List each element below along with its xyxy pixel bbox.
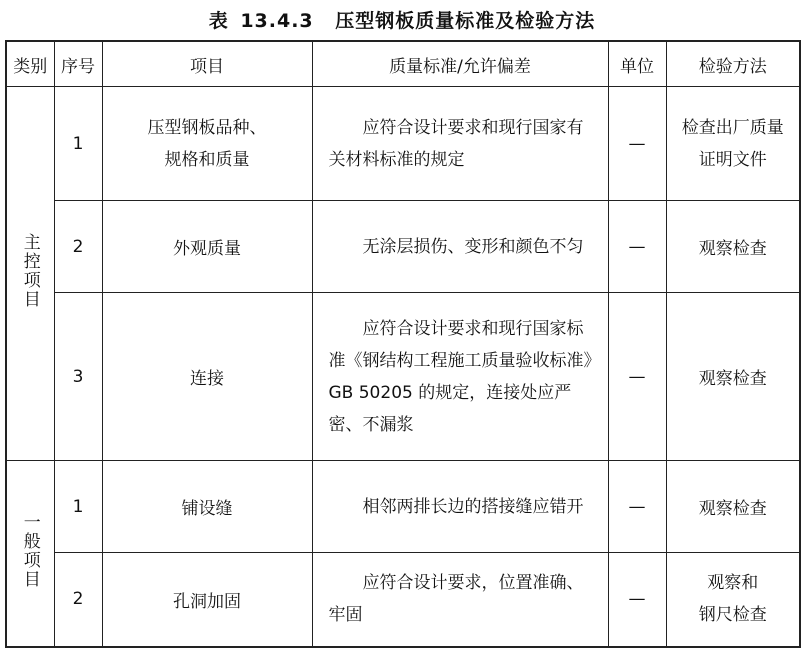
standard-text: 相邻两排长边的搭接缝应错开 bbox=[362, 496, 584, 517]
item-line: 规格和质量 bbox=[164, 149, 250, 170]
item-cell: 孔洞加固 bbox=[102, 553, 312, 647]
standard-cell bbox=[312, 293, 608, 461]
method-line: 证明文件 bbox=[698, 149, 767, 170]
header-unit: 单位 bbox=[608, 41, 666, 87]
item-cell: 铺设缝 bbox=[102, 461, 312, 553]
item-cell: 连接 bbox=[102, 293, 312, 461]
row-number: 2 bbox=[54, 553, 102, 647]
row-number: 2 bbox=[54, 201, 102, 293]
method-line: 检查出厂质量 bbox=[681, 117, 784, 138]
title-number: 13.4.3 bbox=[240, 10, 314, 32]
item-cell bbox=[102, 87, 312, 201]
method-line: 钢尺检查 bbox=[698, 605, 767, 626]
standard-text: 应符合设计要求，位置准确、牢固 bbox=[328, 573, 584, 626]
unit-cell: — bbox=[608, 461, 666, 553]
header-item: 项目 bbox=[102, 41, 312, 87]
standard-text: 应符合设计要求和现行国家有关材料标准的规定 bbox=[328, 117, 584, 170]
item-cell: 外观质量 bbox=[102, 201, 312, 293]
table-row bbox=[6, 553, 800, 647]
table-row bbox=[6, 201, 800, 293]
category-cell-main bbox=[6, 87, 54, 461]
method-cell: 观察检查 bbox=[666, 461, 800, 553]
category-label: 一般项目 bbox=[19, 512, 40, 589]
header-method: 检验方法 bbox=[666, 41, 800, 87]
category-label: 主控项目 bbox=[19, 233, 40, 309]
method-cell: 观察检查 bbox=[666, 201, 800, 293]
item-line: 压型钢板品种、 bbox=[147, 117, 267, 138]
header-row bbox=[6, 41, 800, 87]
method-cell bbox=[666, 553, 800, 647]
title-prefix: 表 bbox=[208, 10, 229, 32]
table-title bbox=[0, 6, 804, 36]
table-row bbox=[6, 461, 800, 553]
header-number: 序号 bbox=[54, 41, 102, 87]
standard-cell bbox=[312, 553, 608, 647]
method-line: 观察和 bbox=[707, 573, 759, 594]
table-row bbox=[6, 293, 800, 461]
header-standard: 质量标准/允许偏差 bbox=[312, 41, 608, 87]
header-category: 类别 bbox=[6, 41, 54, 87]
standard-cell bbox=[312, 461, 608, 553]
unit-cell: — bbox=[608, 293, 666, 461]
title-text: 压型钢板质量标准及检验方法 bbox=[335, 10, 596, 32]
standard-cell bbox=[312, 201, 608, 293]
standard-text: 应符合设计要求和现行国家标准《钢结构工程施工质量验收标准》GB 50205 的规定，连接处应严密、不漏浆 bbox=[328, 318, 592, 435]
category-cell-general bbox=[6, 461, 54, 647]
standard-cell bbox=[312, 87, 608, 201]
row-number: 1 bbox=[54, 461, 102, 553]
table-row bbox=[6, 87, 800, 201]
row-number: 3 bbox=[54, 293, 102, 461]
quality-standard-table bbox=[5, 40, 801, 648]
method-cell: 观察检查 bbox=[666, 293, 800, 461]
method-cell bbox=[666, 87, 800, 201]
row-number: 1 bbox=[54, 87, 102, 201]
standard-text: 无涂层损伤、变形和颜色不匀 bbox=[362, 236, 584, 257]
unit-cell: — bbox=[608, 553, 666, 647]
unit-cell: — bbox=[608, 87, 666, 201]
unit-cell: — bbox=[608, 201, 666, 293]
